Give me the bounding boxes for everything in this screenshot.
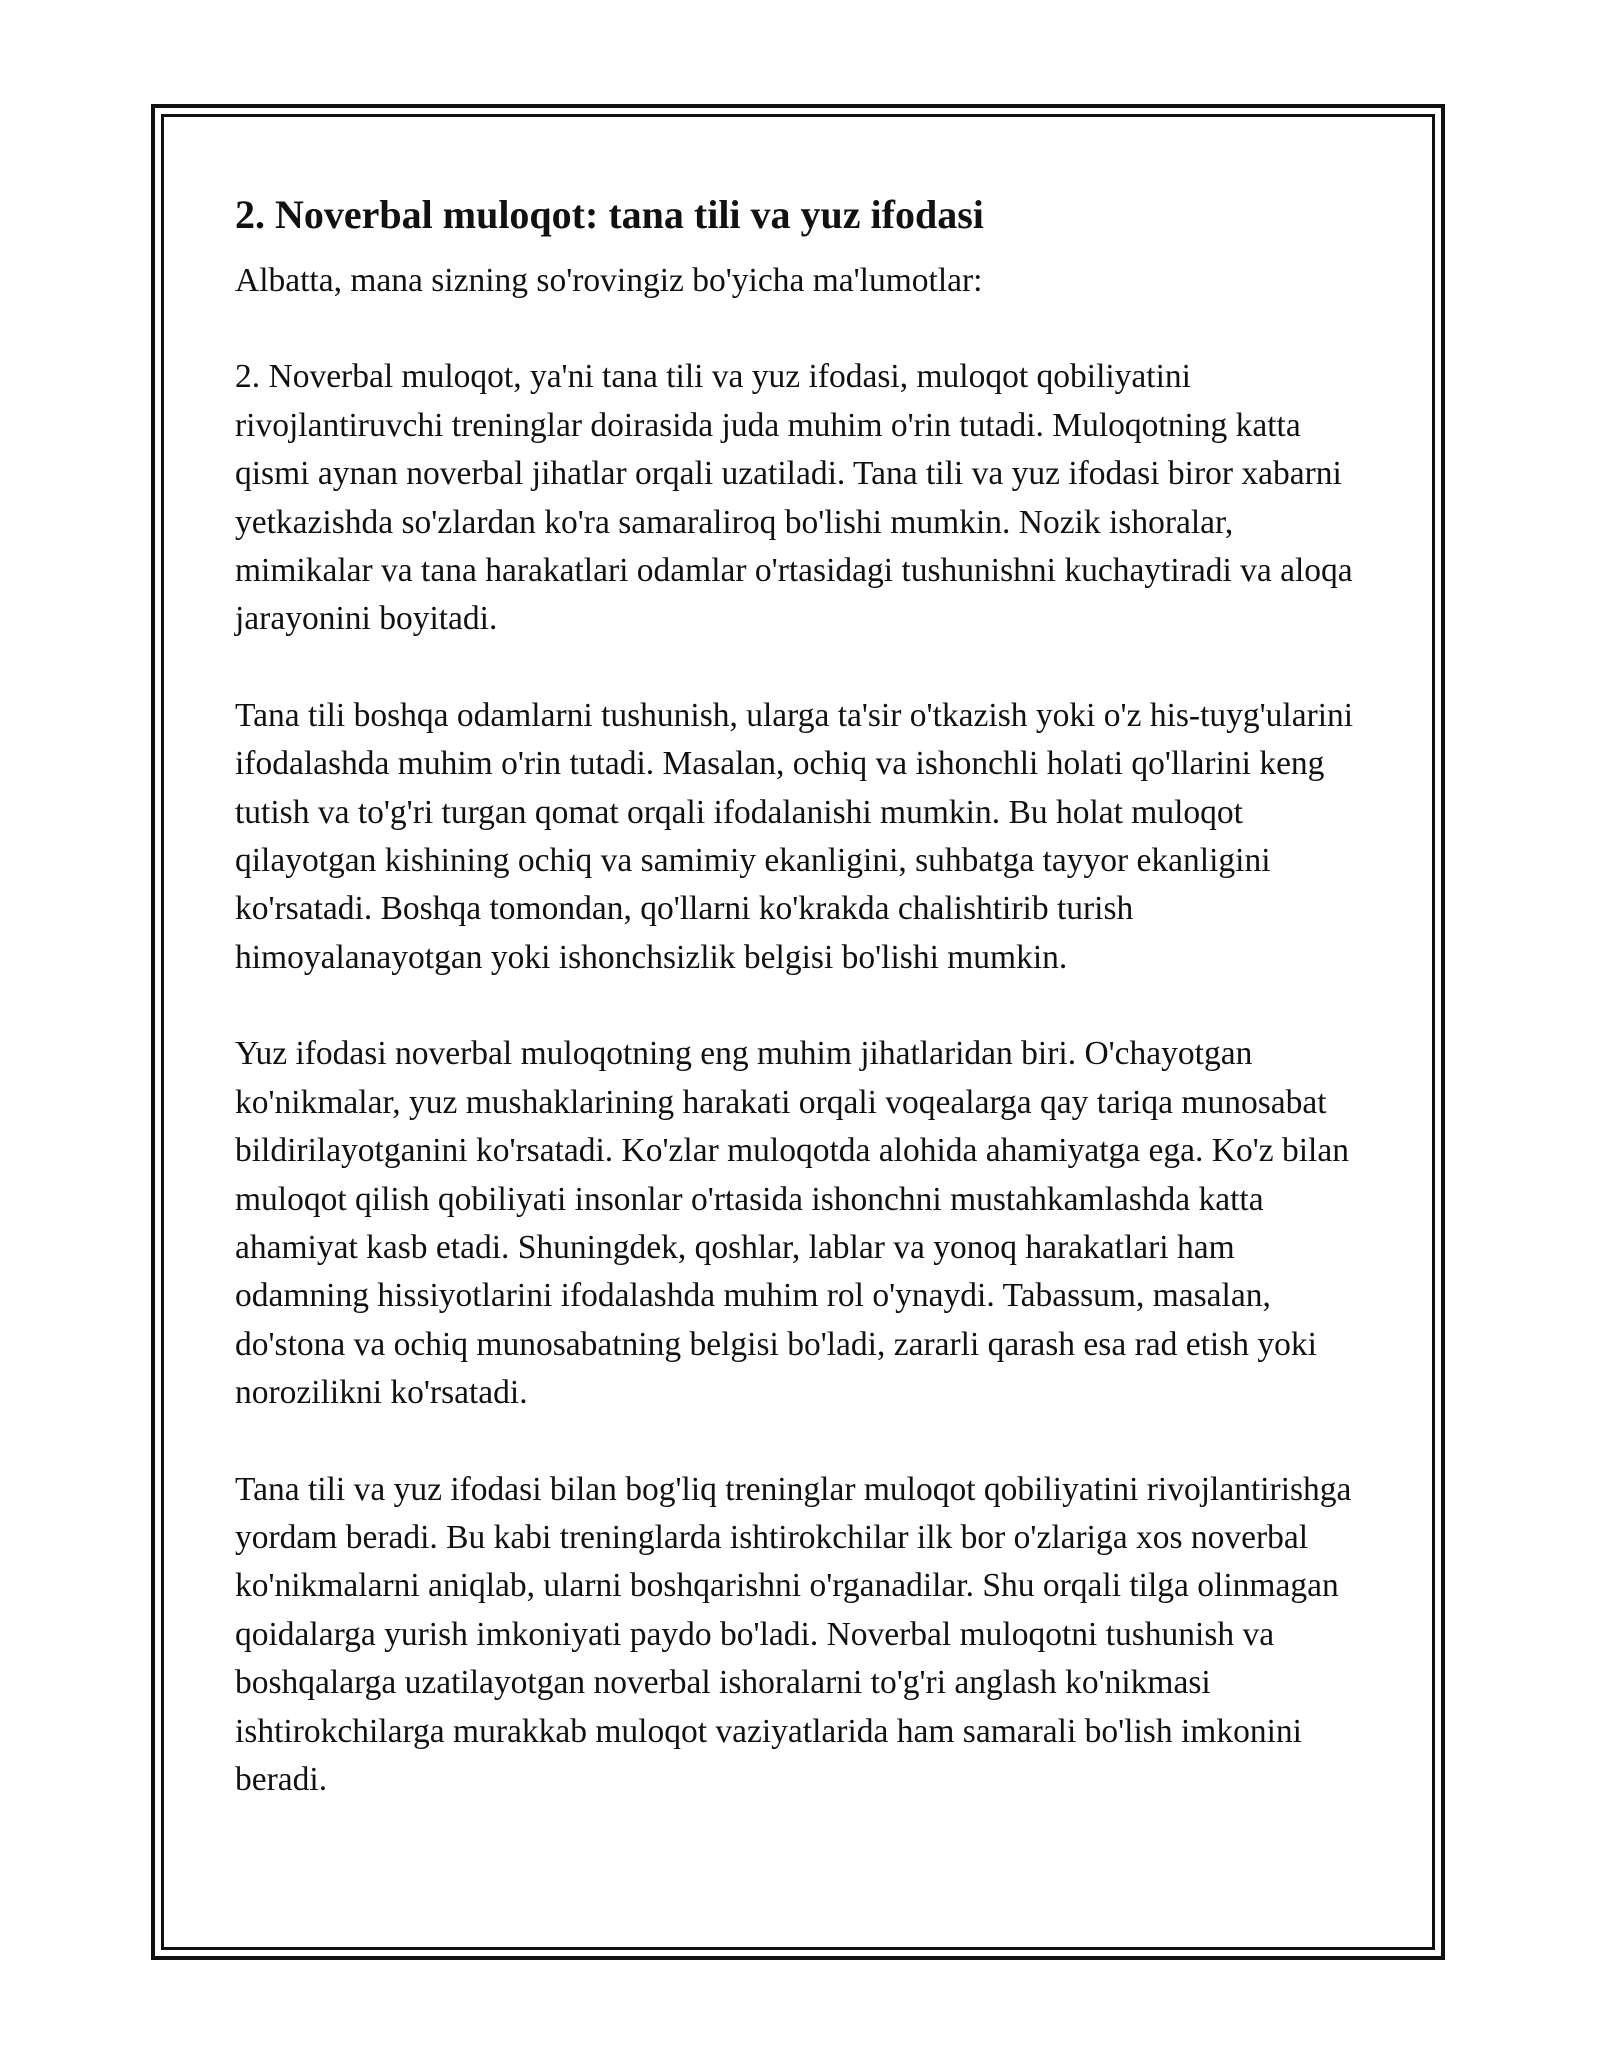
intro-line: Albatta, mana sizning so'rovingiz bo'yicha ma'lumotlar: bbox=[235, 262, 983, 299]
paragraph-4: Tana tili va yuz ifodasi bilan bog'liq treninglar muloqot qobiliyatini rivojlantirishga yordam beradi. Bu kabi treninglarda ishtirokchilar ilk bor o'zlariga xos noverbal ko'nikmalarni aniqlab, ularni boshqarishni o'rganadilar. Shu orqali tilga olinmagan qoidalarga yurish imkoniyati paydo bo'ladi. Noverbal muloqotni tushunish va boshqalarga uzatilayotgan noverbal ishoralarni to'g'ri anglash ko'nikmasi ishtirokchilarga murakkab muloqot vaziyatlarida ham samarali bo'lish imkonini beradi. bbox=[235, 1470, 1352, 1798]
document-body bbox=[235, 185, 1370, 1804]
paragraph-2: Tana tili boshqa odamlarni tushunish, ularga ta'sir o'tkazish yoki o'z his-tuyg'ularini ifodalashda muhim o'rin tutadi. Masalan, ochiq va ishonchli holati qo'llarini keng tutish va to'g'ri turgan qomat orqali ifodalanishi mumkin. Bu holat muloqot qilayotgan kishining ochiq va samimiy ekanligini, suhbatga tayyor ekanligini ko'rsatadi. Boshqa tomondan, qo'llarni ko'krakda chalishtirib turish himoyalanayotgan yoki ishonchsizlik belgisi bo'lishi mumkin. bbox=[235, 696, 1354, 976]
paragraph-1: 2. Noverbal muloqot, ya'ni tana tili va yuz ifodasi, muloqot qobiliyatini rivojlantiruvchi treninglar doirasida juda muhim o'rin tutadi. Muloqotning katta qismi aynan noverbal jihatlar orqali uzatiladi. Tana tili va yuz ifodasi biror xabarni yetkazishda so'zlardan ko'ra samaraliroq bo'lishi mumkin. Nozik ishoralar, mimikalar va tana harakatlari odamlar o'rtasidagi tushunishni kuchaytiradi va aloqa jarayonini boyitadi. bbox=[235, 358, 1353, 638]
paragraph-3: Yuz ifodasi noverbal muloqotning eng muhim jihatlaridan biri. O'chayotgan ko'nikmalar, yuz mushaklarining harakati orqali voqealarga qay tariqa munosabat bildirilayotganini ko'rsatadi. Ko'zlar muloqotda alohida ahamiyatga ega. Ko'z bilan muloqot qilish qobiliyati insonlar o'rtasida ishonchni mustahkamlashda katta ahamiyat kasb etadi. Shuningdek, qoshlar, lablar va yonoq harakatlari ham odamning hissiyotlarini ifodalashda muhim rol o'ynaydi. Tabassum, masalan, do'stona va ochiq munosabatning belgisi bo'ladi, zararli qarash esa rad etish yoki norozilikni ko'rsatadi. bbox=[235, 1035, 1349, 1412]
section-heading: 2. Noverbal muloqot: tana tili va yuz ifodasi bbox=[235, 192, 984, 237]
